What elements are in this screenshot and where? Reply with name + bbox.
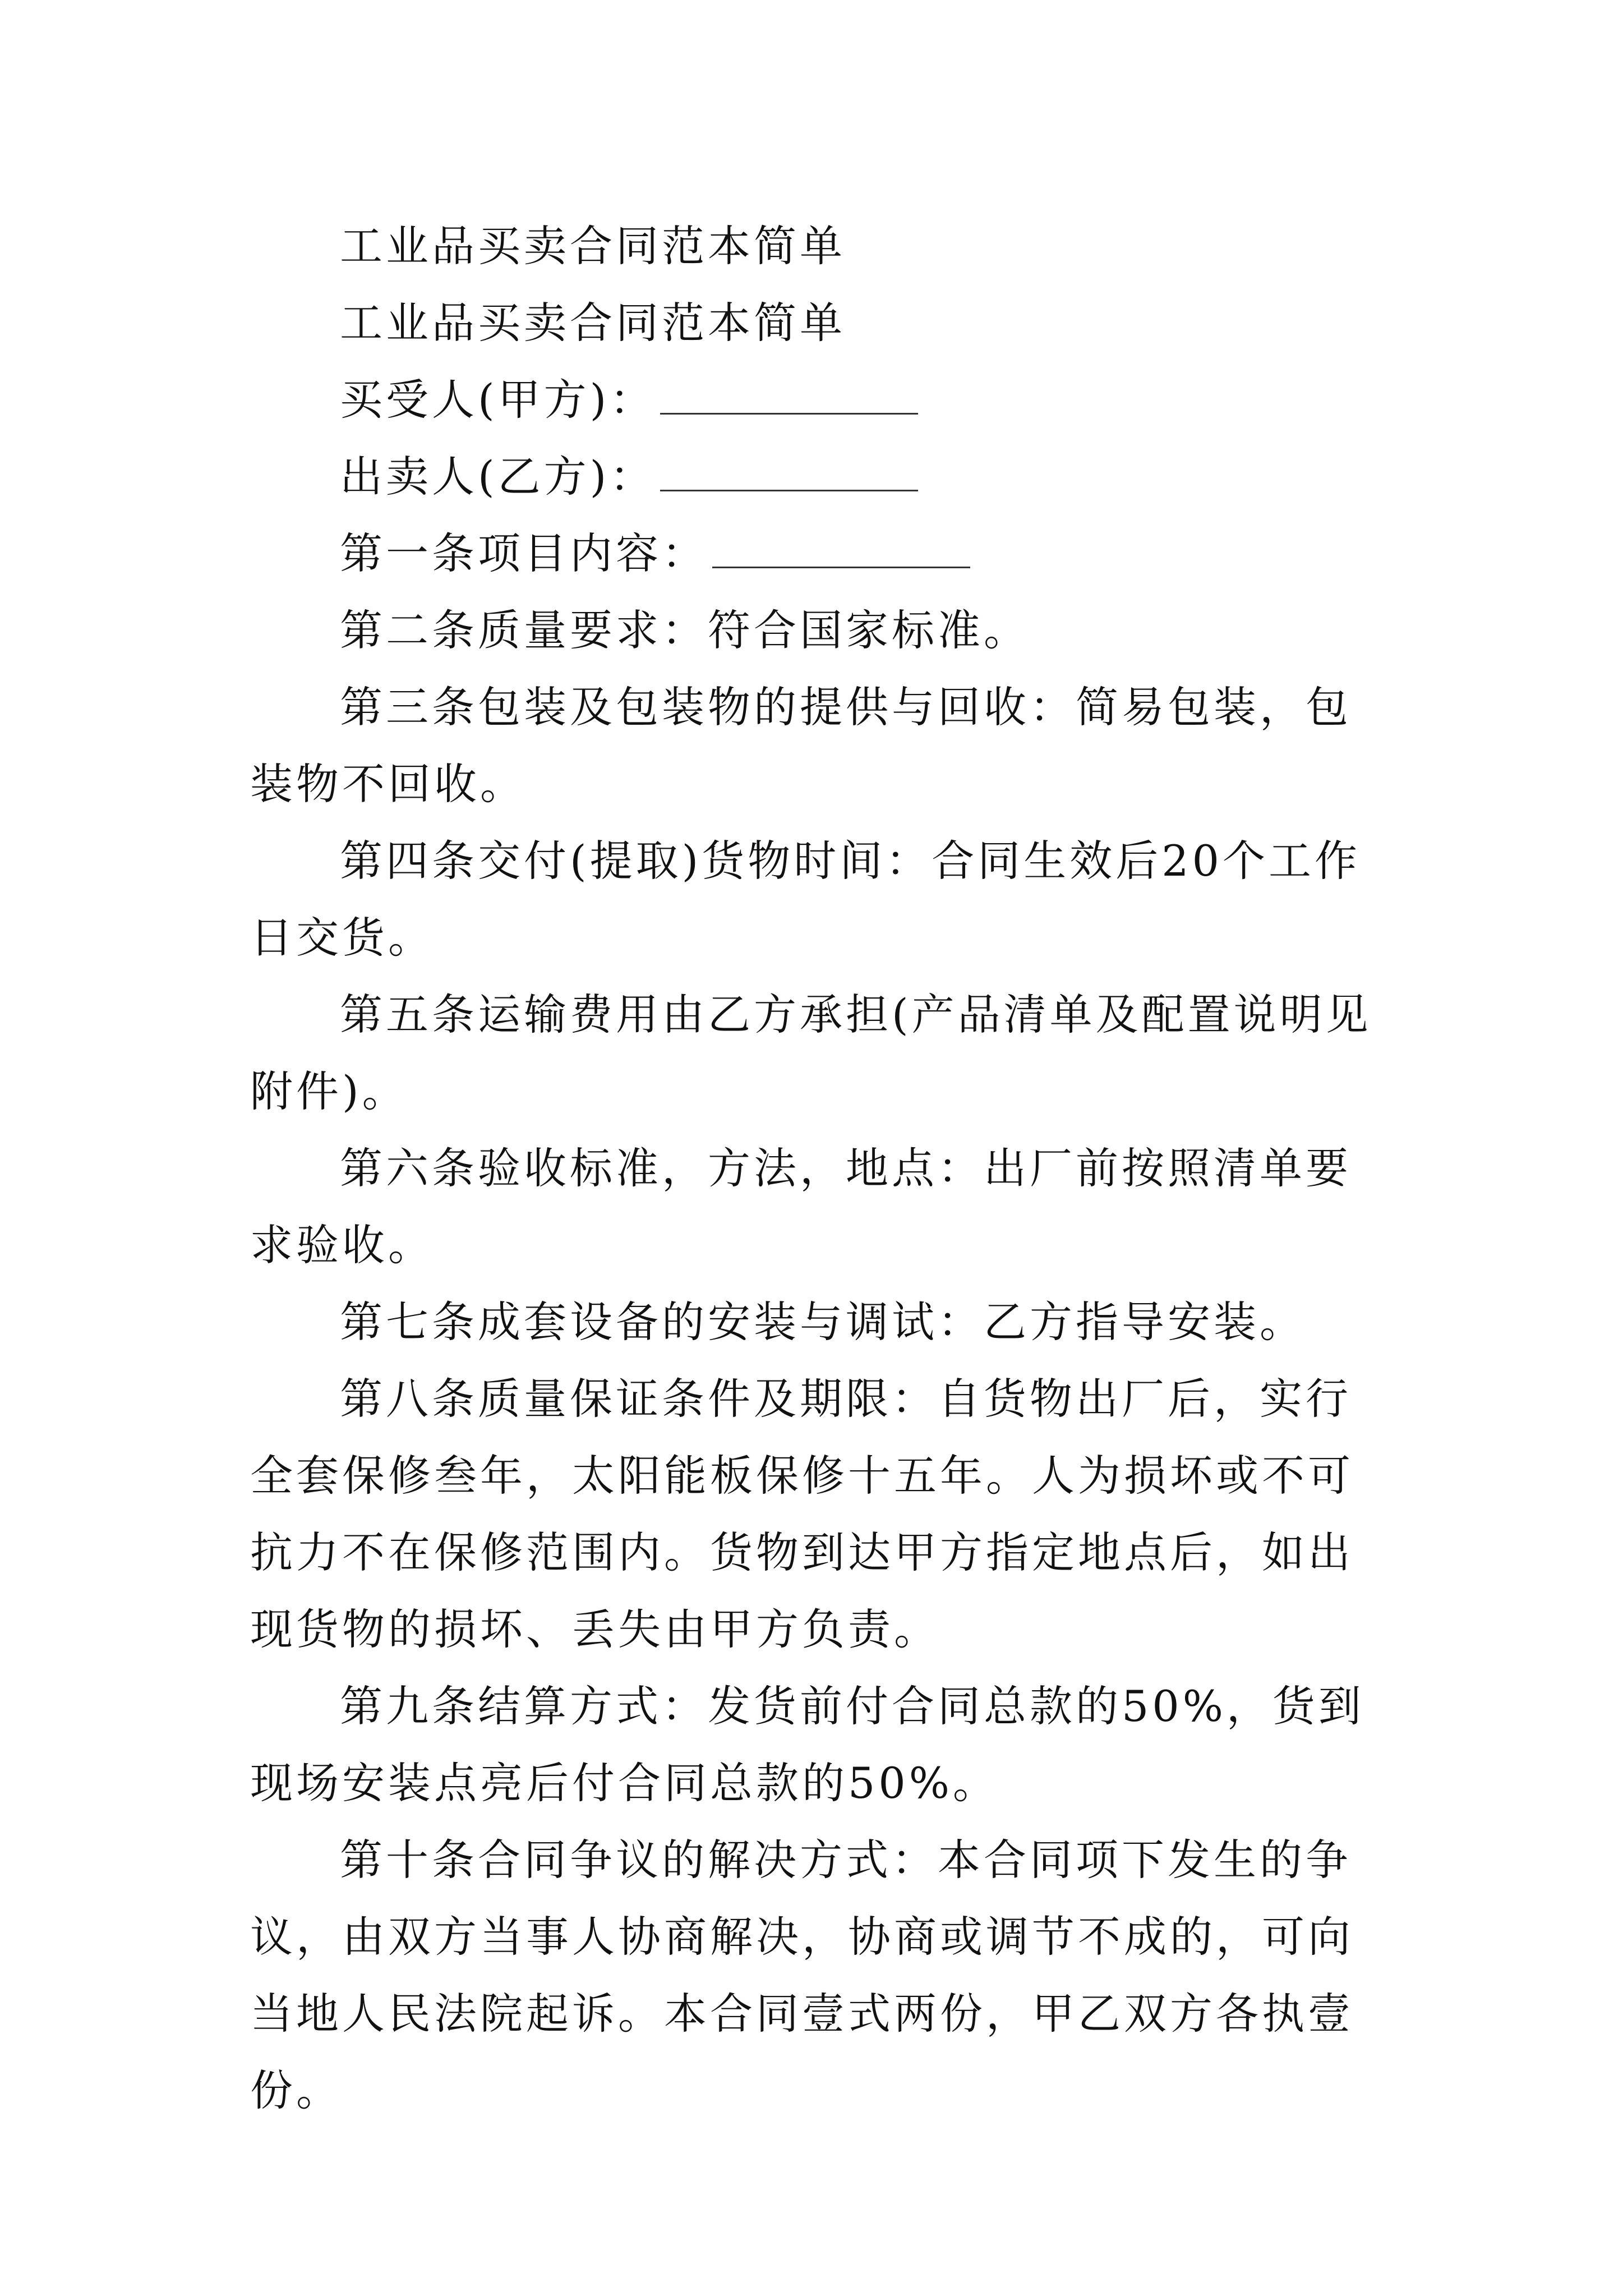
- buyer-label: 买受人(甲方)：: [340, 375, 656, 425]
- article-6: 第六条验收标准，方法，地点：出厂前按照清单要求验收。: [250, 1143, 1352, 1270]
- seller-blank: [660, 447, 918, 491]
- article-1-line: [250, 515, 1377, 592]
- article-5: 第五条运输费用由乙方承担(产品清单及配置说明见附件)。: [250, 990, 1372, 1116]
- article-3: 第三条包装及包装物的提供与回收：简易包装，包装物不回收。: [250, 682, 1352, 809]
- seller-line: [250, 438, 1377, 515]
- article-9: 第九条结算方式：发货前付合同总款的50%，货到现场安装点亮后付合同总款的50%。: [250, 1681, 1364, 1808]
- article-7: 第七条成套设备的安装与调试：乙方指导安装。: [340, 1297, 1306, 1347]
- article-10: 第十条合同争议的解决方式：本合同项下发生的争议，由双方当事人协商解决，协商或调节不成的，可向当地人民法院起诉。本合同壹式两份，甲乙双方各执壹份。: [250, 1835, 1354, 2115]
- document-title: 工业品买卖合同范本简单: [340, 221, 846, 271]
- document-body: [250, 208, 1377, 2129]
- buyer-line: [250, 361, 1377, 438]
- document-subtitle: 工业品买卖合同范本简单: [340, 298, 846, 348]
- article-1: 第一条项目内容：: [340, 528, 708, 578]
- seller-label: 出卖人(乙方)：: [340, 452, 656, 501]
- buyer-blank: [660, 370, 918, 415]
- article-4: 第四条交付(提取)货物时间：合同生效后20个工作日交货。: [250, 836, 1361, 963]
- project-content-blank: [712, 524, 970, 568]
- article-2: 第二条质量要求：符合国家标准。: [340, 605, 1030, 655]
- article-8: 第八条质量保证条件及期限：自货物出厂后，实行全套保修叁年，太阳能板保修十五年。人为损坏或不可抗力不在保修范围内。货物到达甲方指定地点后，如出现货物的损坏、丢失由甲方负责。: [250, 1374, 1354, 1654]
